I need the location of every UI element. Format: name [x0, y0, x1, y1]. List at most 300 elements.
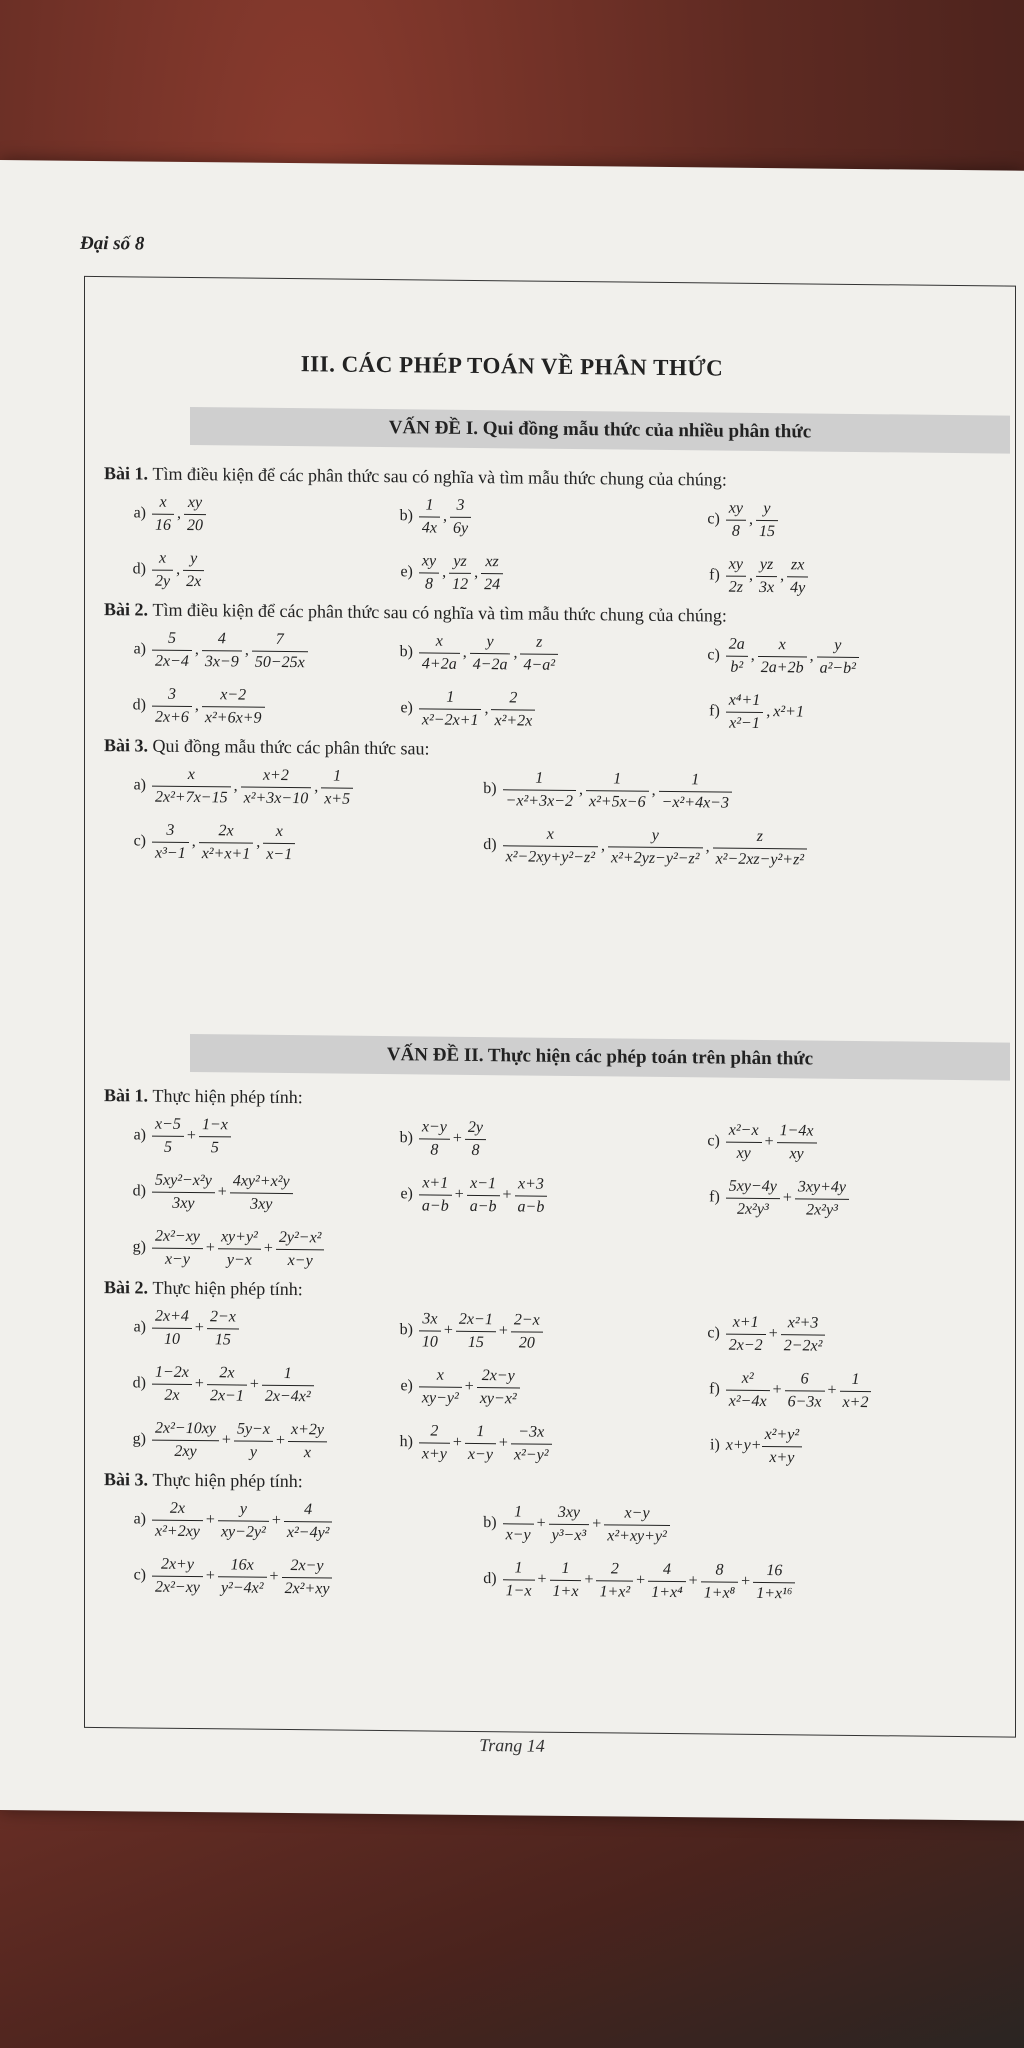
fraction [549, 1501, 590, 1546]
problem-item [391, 1420, 698, 1468]
fraction [503, 1501, 534, 1546]
operator: + [452, 1433, 462, 1451]
exercise-instruction: Thực hiện phép tính: [152, 1085, 303, 1108]
operator: + [263, 1239, 273, 1257]
fraction-denominator: 24 [484, 575, 501, 593]
fraction [218, 1554, 267, 1600]
operator: + [537, 1570, 547, 1588]
fraction-numerator: xy [184, 491, 206, 514]
fraction-denominator: xy−2y² [220, 1522, 266, 1541]
fraction-denominator: 8 [471, 1141, 480, 1159]
fraction-numerator: 5xy²−x²y [152, 1169, 215, 1193]
fraction-denominator: x²−4x [728, 1392, 767, 1410]
fraction-denominator: 4−2a [472, 655, 508, 673]
fraction [465, 1116, 486, 1161]
fraction [419, 494, 440, 539]
fraction-numerator: 1 [503, 767, 576, 791]
problem-item [391, 1364, 698, 1412]
fraction-denominator: 12 [452, 575, 469, 593]
fraction-denominator: 2x²+7x−15 [155, 788, 228, 806]
fraction [288, 1419, 327, 1464]
fraction-numerator: 2x²−xy [152, 1225, 203, 1249]
problem-label: f) [709, 566, 720, 584]
fraction-denominator: 3xy [172, 1194, 195, 1212]
operator: + [194, 1319, 204, 1337]
fraction-denominator: x+2 [842, 1393, 869, 1411]
fraction-denominator: 10 [421, 1332, 438, 1351]
fraction [470, 630, 511, 675]
fraction [787, 554, 808, 599]
section-2-title: VẤN ĐỀ II. Thực hiện các phép toán trên phân thức [190, 1034, 1010, 1081]
operator: , [177, 504, 181, 522]
operator: + [741, 1572, 751, 1590]
fraction-denominator: 2x [186, 572, 202, 590]
fraction-numerator: 2−x [511, 1309, 543, 1332]
operator: + [498, 1434, 508, 1452]
problem-row [84, 1219, 1014, 1285]
fraction-numerator: 1 [503, 1501, 534, 1524]
operator: , [651, 781, 656, 799]
operator: , [442, 563, 447, 581]
fraction [263, 820, 295, 865]
fraction [515, 1173, 548, 1218]
problem-label: a) [133, 1318, 146, 1336]
operator: + [269, 1567, 279, 1585]
fraction-denominator: b² [730, 658, 744, 676]
fraction-numerator: 1 [659, 768, 732, 792]
fraction [202, 628, 242, 673]
fraction [503, 767, 576, 813]
fraction [241, 764, 312, 810]
problem-label: c) [707, 510, 720, 528]
problem-item [84, 1360, 391, 1408]
fraction-numerator: xy [726, 553, 746, 576]
problem-item [84, 1224, 1014, 1279]
fraction-numerator: y [756, 497, 778, 520]
fraction [184, 491, 206, 536]
problem-label: b) [399, 1320, 413, 1338]
operator: + [249, 1375, 259, 1393]
fraction [152, 1553, 203, 1599]
problem-item [84, 1304, 391, 1352]
problem-row [84, 1107, 1014, 1173]
fraction [207, 1362, 247, 1407]
fraction-numerator: yz [756, 553, 777, 576]
section-1-content [84, 461, 1014, 879]
operator: + [205, 1239, 215, 1257]
fraction-denominator: x²−y² [513, 1445, 549, 1464]
fraction-denominator: 16 [155, 516, 171, 534]
fraction-denominator: 1+x [552, 1582, 579, 1600]
page-number: Trang 14 [479, 1735, 545, 1756]
problem-label: c) [707, 1132, 720, 1150]
fraction [726, 1175, 780, 1221]
fraction-denominator: 2x²+xy [284, 1579, 330, 1597]
fraction [477, 1364, 520, 1409]
fraction-numerator: 2x [207, 1362, 247, 1385]
problem-item [84, 1112, 391, 1160]
fraction [648, 1558, 685, 1603]
fraction-denominator: x²+2yz−y²−z² [611, 848, 700, 867]
fraction-numerator: y [183, 547, 204, 570]
fraction [491, 687, 535, 732]
fraction-numerator: 1−2x [152, 1361, 192, 1384]
problem-item [698, 1423, 1014, 1471]
fraction-denominator: a²−b² [819, 659, 856, 677]
fraction [701, 1559, 738, 1604]
fraction-numerator: 4 [202, 628, 242, 651]
fraction-denominator: xy [789, 1144, 804, 1162]
fraction-denominator: x²+2x [494, 711, 533, 730]
fraction [152, 1113, 184, 1158]
problem-item [391, 1308, 698, 1356]
fraction-denominator: 2x²−xy [155, 1578, 200, 1596]
fraction [777, 1120, 817, 1165]
problem-item [391, 630, 698, 678]
fraction-denominator: 2x−4x² [264, 1387, 311, 1405]
operator: + [452, 1129, 462, 1147]
problem-item [391, 1172, 698, 1220]
fraction-numerator: 3 [152, 819, 189, 842]
fraction-denominator: xy−x² [479, 1389, 517, 1407]
fraction-denominator: −x²+4x−3 [661, 793, 729, 812]
fraction-numerator: 2x+4 [152, 1305, 192, 1328]
operator: , [314, 778, 319, 796]
expression-lead: x+y+ [725, 1436, 762, 1454]
fraction-numerator: x²+3 [781, 1312, 826, 1335]
fraction [756, 553, 777, 598]
problem-item [84, 1416, 391, 1464]
fraction-denominator: 3x [759, 578, 775, 596]
fraction [262, 1362, 314, 1408]
fraction-numerator: x+1 [726, 1311, 766, 1334]
operator: + [443, 1321, 453, 1339]
problem-item [698, 1311, 1014, 1359]
fraction-denominator: x²−2xz−y²+z² [715, 849, 805, 868]
fraction [152, 491, 174, 536]
exercise-number: Bài 2. [104, 599, 153, 620]
problem-label: h) [399, 1432, 413, 1450]
fraction-numerator: −3x [511, 1421, 552, 1444]
fraction [218, 1226, 261, 1271]
fraction-numerator: 3 [152, 683, 192, 706]
fraction-numerator: 2y [465, 1116, 486, 1139]
fraction [756, 497, 778, 542]
operator: , [601, 837, 606, 855]
problem-item [391, 1116, 698, 1164]
fraction [284, 1498, 333, 1544]
problem-label: a) [133, 504, 146, 522]
fraction-numerator: x+2y [288, 1419, 327, 1442]
fraction-numerator: z [520, 631, 558, 654]
fraction [550, 1557, 582, 1602]
operator: , [194, 641, 199, 659]
operator: + [768, 1325, 778, 1343]
operator: + [271, 1511, 281, 1529]
operator: , [191, 833, 196, 851]
fraction-numerator: 1 [503, 1557, 535, 1580]
exercise-instruction: Tìm điều kiện để các phân thức sau có nghĩa và tìm mẫu thức chung của chúng: [152, 599, 727, 626]
fraction-denominator: 2x−4 [155, 652, 189, 670]
fraction-numerator: x²+y² [762, 1423, 803, 1446]
problem-label: b) [399, 1128, 413, 1146]
problem-item [698, 1119, 1014, 1167]
exercise-instruction: Thực hiện phép tính: [152, 1469, 303, 1492]
problem-item [698, 1175, 1014, 1223]
fraction [276, 1226, 325, 1272]
operator: + [186, 1126, 196, 1145]
operator: + [782, 1189, 792, 1207]
fraction-numerator: 2 [419, 1420, 450, 1443]
fraction-denominator: x²−2xy+y²−z² [505, 847, 596, 866]
fraction-numerator: 3 [450, 494, 471, 517]
fraction-denominator: 2x [164, 1386, 180, 1404]
fraction-numerator: 1 [419, 686, 482, 710]
fraction [419, 1116, 450, 1161]
fraction [785, 1368, 825, 1413]
operator: , [474, 563, 479, 582]
fraction-numerator: 2x−1 [456, 1308, 496, 1331]
fraction [481, 551, 503, 596]
fraction-denominator: a−b [469, 1197, 497, 1215]
fraction [234, 1418, 273, 1463]
operator: , [513, 644, 518, 662]
fraction [586, 768, 649, 814]
operator: , [748, 510, 753, 528]
problem-item [698, 553, 1014, 601]
fraction-numerator: 1 [550, 1557, 582, 1580]
worksheet-page [0, 160, 1024, 1821]
operator: + [688, 1572, 698, 1590]
fraction [520, 631, 558, 676]
fraction-denominator: x+5 [324, 789, 351, 808]
problem-item [698, 689, 1014, 737]
fraction-denominator: 1+x² [599, 1582, 631, 1601]
fraction [726, 1119, 762, 1164]
fraction-numerator: 8 [701, 1559, 738, 1582]
operator: + [205, 1511, 215, 1529]
fraction [230, 1170, 293, 1216]
fraction-numerator: 2 [491, 687, 535, 710]
problem-row [84, 1491, 1014, 1557]
operator: , [749, 566, 754, 584]
exercise-number: Bài 2. [104, 1277, 153, 1298]
fraction-numerator: 1 [321, 765, 353, 788]
fraction [199, 820, 254, 866]
fraction [152, 763, 231, 809]
fraction-numerator: x [152, 491, 174, 514]
fraction [503, 823, 598, 869]
fraction-numerator: 2 [596, 1558, 633, 1581]
fraction-denominator: 2x²y³ [736, 1200, 769, 1218]
fraction [726, 1311, 766, 1356]
fraction-denominator: x²−2x+1 [421, 710, 479, 729]
problem-label: f) [709, 1188, 720, 1206]
fraction [726, 633, 748, 678]
fraction [726, 689, 763, 734]
problem-label: c) [707, 646, 720, 664]
fraction-numerator: 1 [262, 1362, 314, 1386]
fraction-denominator: x−y [164, 1250, 190, 1268]
fraction-numerator: 2x [152, 1497, 203, 1521]
operator: , [462, 643, 467, 661]
operator: , [233, 777, 238, 795]
problem-label: d) [132, 1182, 146, 1200]
fraction-denominator: 8 [430, 1141, 439, 1159]
problem-row [84, 1547, 1014, 1613]
fraction [321, 765, 353, 810]
expression-trail: x²+1 [773, 703, 804, 721]
fraction [726, 553, 746, 598]
fraction-numerator: 1 [840, 1368, 872, 1391]
fraction-denominator: 4x [421, 518, 437, 537]
fraction-numerator: 1 [586, 768, 649, 792]
fraction-numerator: x+2 [241, 764, 312, 788]
operator: , [176, 560, 181, 578]
problem-label: b) [483, 1513, 497, 1531]
problem-item [84, 1552, 475, 1601]
problem-item [698, 633, 1014, 681]
fraction-denominator: 50−25x [254, 653, 305, 671]
fraction-denominator: 6−3x [787, 1392, 822, 1411]
problem-label: d) [132, 696, 146, 714]
problem-row [84, 1163, 1014, 1229]
exercise-number: Bài 1. [104, 1085, 153, 1106]
exercise-instruction: Tìm điều kiện để các phân thức sau có nghĩa và tìm mẫu thức chung của chúng: [152, 463, 727, 490]
fraction-denominator: xy [736, 1144, 751, 1162]
problem-row [84, 677, 1014, 743]
fraction-numerator: 1 [465, 1420, 496, 1443]
exercise-instruction: Thực hiện phép tính: [152, 1277, 303, 1300]
fraction-numerator: 1 [419, 494, 440, 517]
fraction-denominator: 2x−2 [728, 1336, 763, 1354]
fraction-denominator: 1+x¹⁶ [756, 1584, 793, 1602]
problem-row [84, 757, 1014, 823]
problem-label: b) [483, 779, 497, 797]
page-header: Đại số 8 [80, 232, 145, 255]
fraction-numerator: 2x−y [282, 1554, 333, 1578]
fraction [419, 1364, 462, 1409]
fraction [762, 1423, 803, 1468]
operator: , [809, 647, 814, 665]
exercise-number: Bài 1. [104, 463, 153, 484]
problem-item [391, 494, 698, 542]
fraction-denominator: x²+xy+y² [607, 1526, 667, 1545]
operator: , [194, 697, 199, 715]
fraction-denominator: 2y [155, 572, 171, 590]
fraction-numerator: x+3 [515, 1173, 548, 1196]
fraction [795, 1176, 849, 1222]
fraction-numerator: x+1 [419, 1172, 452, 1195]
fraction-denominator: x−1 [266, 845, 293, 863]
problem-item [391, 686, 698, 734]
fraction [781, 1312, 826, 1357]
problem-label: c) [133, 832, 146, 850]
chapter-title: III. CÁC PHÉP TOÁN VỀ PHÂN THỨC [300, 351, 724, 381]
fraction-numerator: 4 [648, 1558, 685, 1581]
operator: , [244, 641, 249, 659]
fraction-numerator: x [152, 763, 231, 787]
section-1-title: VẤN ĐỀ I. Qui đồng mẫu thức của nhiều phân thức [190, 407, 1010, 454]
fraction-denominator: 6y [453, 519, 469, 537]
section-2-content [84, 1083, 1014, 1613]
fraction-denominator: 4y [790, 578, 806, 596]
fraction-numerator: 3x [419, 1308, 441, 1331]
operator: , [443, 507, 447, 525]
problem-label: e) [400, 1376, 413, 1394]
fraction [604, 1502, 670, 1548]
fraction-numerator: 1−x [199, 1114, 231, 1137]
fraction-denominator: −x²+3x−2 [505, 791, 573, 810]
fraction-numerator: z [713, 825, 808, 849]
fraction-numerator: 2x²−10xy [152, 1417, 219, 1441]
operator: + [592, 1515, 602, 1533]
fraction-denominator: 5 [163, 1138, 172, 1156]
fraction-numerator: 2−x [207, 1306, 239, 1329]
fraction-denominator: x²+x+1 [201, 844, 251, 863]
fraction-numerator: xy+y² [218, 1226, 261, 1249]
problem-label: g) [132, 1238, 146, 1256]
fraction [726, 497, 746, 542]
fraction-denominator: 2x−1 [209, 1386, 244, 1405]
problem-item [84, 1168, 391, 1216]
problem-label: a) [133, 1510, 146, 1528]
fraction-denominator: xy−y² [421, 1388, 459, 1407]
problem-item [84, 762, 475, 811]
problem-item [475, 1556, 1014, 1607]
problem-label: e) [400, 698, 413, 716]
fraction [202, 684, 265, 730]
operator: + [827, 1381, 837, 1399]
fraction-numerator: zx [787, 554, 808, 577]
fraction-denominator: x [303, 1443, 312, 1461]
problem-label: f) [709, 702, 720, 720]
fraction [152, 1497, 203, 1543]
operator: + [217, 1183, 227, 1201]
fraction [199, 1114, 231, 1159]
fraction-denominator: 15 [467, 1333, 484, 1351]
fraction-numerator: x [503, 823, 598, 847]
fraction-denominator: x+y [769, 1448, 795, 1466]
fraction-numerator: 16x [218, 1554, 267, 1578]
fraction-denominator: 2xy [174, 1442, 197, 1460]
fraction-numerator: x−2 [202, 684, 265, 708]
fraction [726, 1367, 770, 1412]
fraction [419, 1308, 441, 1353]
fraction [419, 1172, 452, 1217]
problem-row [84, 813, 1014, 879]
operator: , [256, 833, 261, 851]
exercise-number: Bài 3. [104, 735, 153, 756]
fraction-numerator: 1−4x [777, 1120, 817, 1143]
fraction-numerator: 3xy+4y [795, 1176, 849, 1200]
fraction-numerator: x−y [419, 1116, 450, 1139]
fraction [152, 547, 173, 592]
operator: + [454, 1185, 464, 1203]
problem-label: a) [133, 640, 146, 658]
fraction-numerator: xy [419, 550, 439, 573]
problem-item [475, 822, 1014, 873]
fraction [467, 1172, 500, 1217]
fraction-numerator: 2a [726, 633, 748, 656]
fraction-numerator: 16 [753, 1559, 795, 1582]
fraction-numerator: 4xy²+x²y [230, 1170, 293, 1194]
fraction [758, 633, 807, 679]
problem-row [84, 485, 1014, 551]
fraction-numerator: y [817, 634, 859, 657]
fraction [152, 819, 189, 864]
problem-item [698, 497, 1014, 545]
